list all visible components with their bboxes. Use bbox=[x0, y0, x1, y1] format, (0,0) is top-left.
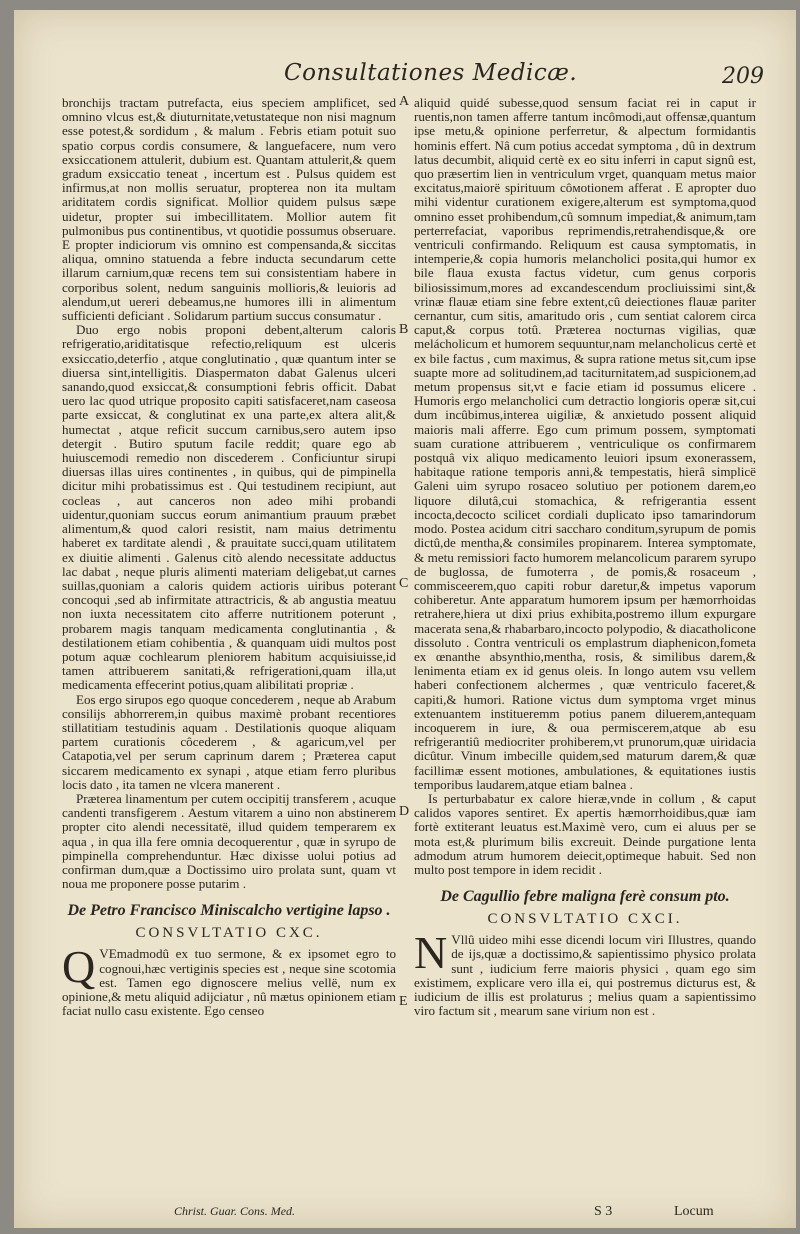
consultation-number: CONSVLTATIO CXC. bbox=[135, 925, 323, 942]
catchword: Locum bbox=[674, 1204, 714, 1219]
margin-letter-c: C bbox=[399, 576, 409, 591]
left-paragraph: bronchijs tractam putrefacta, eius speciem amplificet, sed omnino vlcus est,& diuturnitate,vetustateque non nisi magnum esse potest,& sordidum , & malum . Febris etiam potuit suo spatio corpus cordis consumere, & languefacere, num vero exsiccationem attulerit, dubium est. Quantam attulerit,& quem gradum exsiccatio teneat , incertum est . Pulsus quidem est infirmus,at non mollis seruatur, propterea non ita multam ariditatem cordis significat. Mollior quidem pulsus sæpe uidetur, propter sui imbecillitatem. Mollior autem fit pulmonibus pus continentibus, vt quotidie possumus obseruare. E propter indiciorum vis omnino est compensanda,& siccitas aliqua, omnino statuenda a febre inducta secundarum cette illarum carnium,quæ recens tem sui consistentiam habere in corporibus solent, nedum sanguinis mollioris,& leuioris ad alendum,ut uereri debeamus,ne humores illi in alimentum sufficienti deficiant . Solidarum partium succus consumatur . bbox=[62, 95, 396, 324]
right-paragraph: Is perturbabatur ex calore hieræ,vnde in collum , & caput calidos vapores sentiret. Ex apertis hæmorrhoidibus,quæ iam fortè extiterant leuatus est.Maximè vero, cum ei aluus per se mota est,& plurimum bilis excreuit. Deinde purgatione lenta admodum atrum humorem deiecit,optimeque habuit. Sed non multo post tempore in idem recidit . bbox=[414, 790, 756, 877]
left-paragraph: Eos ergo sirupos ego quoque concederem , neque ab Arabum consilijs abhorrerem,in quibus maximè probant recentiores stillatitiam testudinis aquam . Destilationis quoque aliquam partem curationis côcederem , & agaricum,vel per Catapotia,vel per serum caprinum darem ; Præterea caput siccarem medicamento ex synapi , atque etiam ferro pluribus locis dato , ita tamen ne vlcera manerent . bbox=[62, 691, 396, 792]
right-column bbox=[414, 96, 756, 1018]
left-final-text: VEmadmodû ex tuo sermone, & ex ipsomet egro to cognoui,hæc vertiginis species est , neque sine scotomia est. Tamen ego dignoscere melius vellë, num ex opinione,& metu aliquid adijciatur , nû mætus opinionem etiam faciat nullo casu existente. Ego censeo bbox=[62, 946, 396, 1019]
consultation-heading: De Cagullio febre maligna ferè consum pto. bbox=[440, 888, 730, 906]
margin-letter-a: A bbox=[399, 94, 410, 109]
signature-letter: S 3 bbox=[594, 1204, 613, 1219]
right-final-text: Vllû uideo mihi esse dicendi locum viri Illustres, quando de ijs,quæ a doctissimo,& sapientissimo physico prolata sunt , iudicium ferre maioris physici , quam ego sim existimem, explicare vero illa ei, qui postremus dicturus est, & iudicium de illis est prolaturus ; melius quam a sapientissimo viro factum sit , mearum sane virium non est . bbox=[414, 932, 756, 1019]
margin-letter-d: D bbox=[399, 804, 410, 819]
page-number: 209 bbox=[722, 64, 764, 89]
right-final-paragraph bbox=[414, 927, 756, 1019]
margin-letter-b: B bbox=[399, 322, 409, 337]
margin-letter-e: E bbox=[399, 994, 408, 1009]
consultation-number: CONSVLTATIO CXCI. bbox=[487, 911, 683, 928]
left-paragraph: Præterea linamentum per cutem occipitij transferem , acuque candenti transfigerem . Aestum vitarem a uino non abstinerem propter cito alendi necessitatë, illud quidem temperarem ex aqua , in qua illa fere omnia decoquerentur , quæ in syrupo de pimpinella comprehenduntur. Hæc dixisse uolui potius ad confirman dum,quæ a Doctissimo uiro prolata sunt, quam vt noua me proponere posse putarim . bbox=[62, 790, 396, 892]
signature-mark: Christ. Guar. Cons. Med. bbox=[174, 1204, 296, 1218]
page-header bbox=[14, 60, 796, 94]
right-paragraph: aliquid quidé subesse,quod sensum faciat rei in caput ir ruentis,non tamen afferre tantum incômodi,aut offensæ,quantum ipse metu,& opinione perferretur, & alpectum formidantis hominis effert. Nâ cum potius accedat symptoma , dû in dextrum latus decumbit, aliquid certè ex eo situ inferri in caput signû est, quo præsertim lien in ventriculum vrget, quanquam metus maior excitatus,maiorë spirituum côмotionem afferat . E apropter duo mihi videntur curationem exigere,alterum est symptoma,quod omnino esset prohibendum,cû somnum impediat,& animum,tam perterrefaciat, vaporibus reprimendis,retrahendisque,& ore ventriculi confirmando. Reliquum est causa symptomatis, in intemperie,& copia humoris melancholici posita,qui humor ex bile flaua exusta factus videtur, cum genus corporis biliosissimum,mores ad excandescendum procliuissimi sint,& vrinæ flauæ etiam sine febre extent,cû deiectiones flauæ pariter cernantur, cum sitis, amaritudo oris , cum sentiat calorem circa caput,& corpus totû. Præterea nocturnas vigilias, quæ melácholicum et humorem sequuntur,nam melancholicus certè et ex bile factus , cum maximus, & supra ratione metus sit,cum ipse suapte more ad solitudinem,ad taciturnitatem,ad suspicionem,ad metum propensus sit,vt e facie etiam id possumus elicere . Humoris ergo melancholici cum detractio longioris operæ sit,cui dum incûbimus,interea uigiliæ, & anxietudo possent aliquid maioris mali afferre. Ego cum primum possem, symptomati suam curatione attribuerem , ventriculique os confirmarem postquâ vix aliquo medicamento leuiori ipsum exonerassem, habitaque ratione temporis anni,& tempestatis, hierâ simplicë Galeni uim syrupo rosaceo solutiuo per potionem darem,eo liquore dilutâ,cui stomachica, & refrigerantia essent incocta,decocto scilicet cordiali duplicato ipso tamarindorum modo. Postea acidum citri saccharo conditum,syrupum de pomis dictû,de mentha,& consimiles propinarem. Interea symptomate, & metu remissiori facto humorem melancolicum pararem syrupo de buglossa, de fumoterra , de pomis,& rosaceum , commisceerem,quo capiti robur daretur,& impetus vaporum cohiberetur. Ante apparatum humorem ipsum per hæmorrhoidas retrahere,hiera ut dixi prius exhibita,postremo illum expurgare macerata sena,& rhabarbaro,incocto polypodio, & diacatholicone dissoluto . Contra ventriculi os emplastrum diaphenicon,fometa ex œnanthe absynthio,mentha, rosis, & similibus darem,& lenimenta etiam ex id genus oleis. In longo autem vsu vellem haberi confectionem alchermes , quæ ventriculo faceret,& capiti,& humori. Ratione victus dum symptoma vrget minus extenuantem institueremm potius panem diluerem,antequam incoquerem in iure, & oua permiscerem,atque ab esu refrigerantiû mediocriter prohiberem,vt prunorum,quæ uiridacia dicûtur. Vinum imbecille quidem,sed maturum darem,& quæ facillimæ essent motiones, ambulationes, & equitationes iustis temporibus laudarem,atque etiam balnea . bbox=[414, 95, 756, 792]
left-paragraph: Duo ergo nobis proponi debent,alterum caloris refrigeratio,ariditatisque refectio,reliquum est ulceris exsiccatio,deterfio , atque conglutinatio , quæ quantum inter se diuersa sint,intelligitis. Diaspermaton dabat Galenus ulceri sanando,quod exsiccat,& consumptioni febris officit. Dabat uero lac quod utrique proposito capiti satisfaceret,nam caseosa parte exsiccat, & conglutinat ex una parte,ex altera alit,& humectat , atque reficit succum carnibus,sero autem ipso detergit . Butiro sputum facile reddit; quare ego ab huiuscemodi remedio non discederem . Conficiuntur sirupi diuersas illas uires continentes , in quibus, qui de pimpinella dicitur mihi probatissimus est . Qui testudinem recipiunt, aut cocleas , aut canceros non adeo mihi probandi uidentur,quoniam succus eorum animantium prauum præbet alimentum,& quod calori resistit, nam maius detrimentu haberet ex tarditate alendi , & prauitate succi,quam utilitatem ex diuitie alimenti . Galenus citò alendo necessitate adductus lac dabat , neque pluris alimenti materiam deligebat,ut carnes suillas,quoniam a caloris quidem actioris uiribus poterant concoqui ,sed ab infirmitate attractricis, & ab angustia meatuu non iuxta necessitatem cito afferre nutritionem poterunt , probarem magis tanquam medicamenta conglutinantia , & destilationem etiam cohibentia , & quanquam uidi multos post potum aquæ cochlearum pleniorem habitum acquisiuisse,id tamen attribuerem sanitati,& refrigerationi,quam illa,ut medicamenta effecerint potius,quam alibilitati propriæ . bbox=[62, 322, 396, 693]
running-title: Consultationes Medicæ. bbox=[284, 60, 578, 86]
drop-cap: Q bbox=[62, 941, 96, 993]
book-page bbox=[14, 10, 796, 1228]
left-column bbox=[62, 96, 396, 1018]
drop-cap: N bbox=[414, 927, 448, 979]
page-footer bbox=[14, 1206, 796, 1228]
consultation-heading: De Petro Francisco Miniscalcho vertigine lapso . bbox=[67, 902, 391, 920]
left-final-paragraph bbox=[62, 941, 396, 1019]
